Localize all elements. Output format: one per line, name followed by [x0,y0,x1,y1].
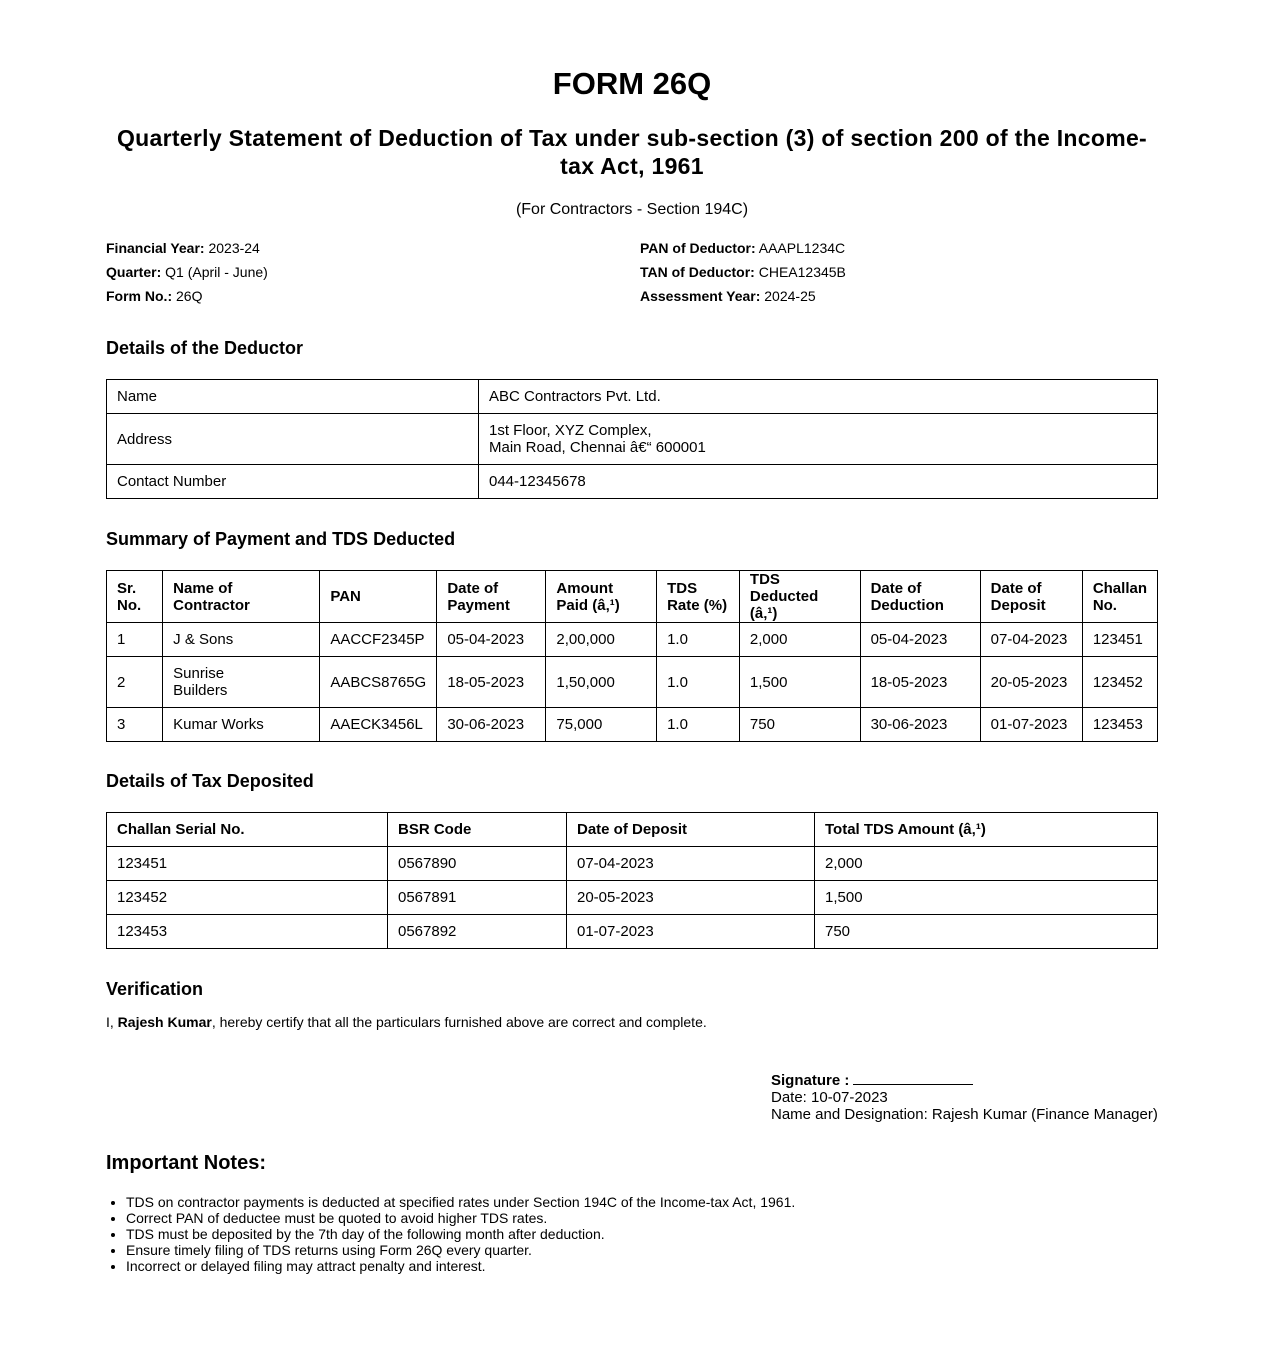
summary-col-header: Challan No. [1082,571,1157,623]
table-row: Name ABC Contractors Pvt. Ltd. [107,380,1158,414]
table-cell: 01-07-2023 [567,915,815,949]
table-cell: 2,000 [815,847,1158,881]
table-cell: 01-07-2023 [980,708,1082,742]
table-cell: 123451 [107,847,388,881]
pan-row: PAN of Deductor: AAAPL1234C [640,240,846,256]
form-no-value: 26Q [176,288,203,304]
financial-year-row: Financial Year: 2023-24 [106,240,260,256]
page-title: FORM 26Q [552,66,712,101]
table-cell: 750 [815,915,1158,949]
form-subtitle: Quarterly Statement of Deduction of Tax under sub-section (3) of section 200 of the Income-tax Act, 1961 [116,125,1148,179]
table-cell: 1.0 [657,708,740,742]
summary-col-header: Sr. No. [107,571,163,623]
list-item: • TDS must be deposited by the 7th day of the following month after deduction. [126,1226,795,1242]
table-cell: 123453 [1082,708,1157,742]
table-cell: 123453 [107,915,388,949]
meta-right [640,236,846,308]
assessment-year-row: Assessment Year: 2024-25 [640,288,816,304]
tan-value: CHEA12345B [758,264,846,280]
deposit-header-row [107,813,1158,847]
signature-row: Signature : [771,1070,1158,1089]
table-cell: 1,500 [815,881,1158,915]
table-cell: 05-04-2023 [860,623,980,657]
table-cell: 1 [107,623,163,657]
table-cell: 123452 [1082,657,1157,708]
form-no-row: Form No.: 26Q [106,288,203,304]
summary-header-row [107,571,1158,623]
deductor-contact: 044-12345678 [479,465,1158,499]
summary-col-header: TDS Rate (%) [657,571,740,623]
verification-statement: I, Rajesh Kumar, hereby certify that all the particulars furnished above are correct and complete. [106,1014,707,1030]
quarter-row: Quarter: Q1 (April - June) [106,264,268,280]
table-cell: 0567891 [388,881,567,915]
pan-value: AAAPL1234C [758,240,846,256]
table-cell: 3 [107,708,163,742]
deposit-heading: Details of Tax Deposited [106,771,314,791]
table-row [107,881,1158,915]
table-cell: 123451 [1082,623,1157,657]
table-cell: AAECK3456L [320,708,437,742]
summary-col-header: Date of Deduction [860,571,980,623]
summary-col-header: TDS Deducted (â‚¹) [739,571,860,623]
signatory-designation: Name and Designation: Rajesh Kumar (Finance Manager) [771,1106,1158,1123]
table-row: Address 1st Floor, XYZ Complex, Main Road, Chennai â€“ 600001 [107,414,1158,465]
table-cell: 1.0 [657,623,740,657]
assessment-year-value: 2024-25 [764,288,816,304]
verification-heading: Verification [106,979,204,999]
signature-block [771,1070,1158,1123]
table-cell: 75,000 [546,708,657,742]
table-row [107,847,1158,881]
tan-row: TAN of Deductor: CHEA12345B [640,264,846,280]
deposit-col-header: BSR Code [388,813,567,847]
table-cell: 750 [739,708,860,742]
deposit-col-header: Total TDS Amount (â‚¹) [815,813,1158,847]
summary-col-header: Name of Contractor [163,571,320,623]
table-row [107,623,1158,657]
table-cell: 1,500 [739,657,860,708]
table-cell: 07-04-2023 [980,623,1082,657]
deductor-heading: Details of the Deductor [106,338,304,358]
deposit-col-header: Date of Deposit [567,813,815,847]
deposit-col-header: Challan Serial No. [107,813,388,847]
table-cell: 2 [107,657,163,708]
table-cell: 123452 [107,881,388,915]
summary-table [106,570,1158,742]
deductor-address: 1st Floor, XYZ Complex, Main Road, Chennai â€“ 600001 [479,414,1158,465]
section-note: (For Contractors - Section 194C) [515,201,749,218]
table-cell: 30-06-2023 [860,708,980,742]
quarter-value: Q1 (April - June) [165,264,268,280]
table-cell: Sunrise Builders [163,657,320,708]
table-cell: Kumar Works [163,708,320,742]
notes-heading: Important Notes: [106,1152,266,1174]
summary-col-header: Date of Deposit [980,571,1082,623]
table-cell: 20-05-2023 [567,881,815,915]
table-cell: 20-05-2023 [980,657,1082,708]
list-item: • Ensure timely filing of TDS returns using Form 26Q every quarter. [126,1242,795,1258]
table-cell: 05-04-2023 [437,623,546,657]
deductor-table [106,379,1158,499]
meta-left [106,236,268,308]
table-cell: 18-05-2023 [437,657,546,708]
table-cell: 07-04-2023 [567,847,815,881]
deposit-table [106,812,1158,949]
signature-date: Date: 10-07-2023 [771,1089,888,1106]
table-row [107,915,1158,949]
table-row [107,657,1158,708]
table-row [107,708,1158,742]
list-item: • Incorrect or delayed filing may attract penalty and interest. [126,1258,795,1274]
table-cell: J & Sons [163,623,320,657]
table-cell: 1,50,000 [546,657,657,708]
verifier-name: Rajesh Kumar [117,1014,212,1030]
table-cell: 0567890 [388,847,567,881]
table-cell: 18-05-2023 [860,657,980,708]
signature-line [853,1070,973,1085]
notes-list [106,1194,795,1274]
table-cell: AACCF2345P [320,623,437,657]
deductor-name: ABC Contractors Pvt. Ltd. [479,380,1158,414]
summary-col-header: Amount Paid (â‚¹) [546,571,657,623]
financial-year-value: 2023-24 [208,240,260,256]
table-row: Contact Number 044-12345678 [107,465,1158,499]
list-item: • Correct PAN of deductee must be quoted to avoid higher TDS rates. [126,1210,795,1226]
summary-col-header: PAN [320,571,437,623]
table-cell: 2,000 [739,623,860,657]
summary-col-header: Date of Payment [437,571,546,623]
table-cell: 2,00,000 [546,623,657,657]
table-cell: AABCS8765G [320,657,437,708]
table-cell: 1.0 [657,657,740,708]
table-cell: 0567892 [388,915,567,949]
list-item: • TDS on contractor payments is deducted at specified rates under Section 194C of the Income-tax Act, 1961. [126,1194,795,1210]
table-cell: 30-06-2023 [437,708,546,742]
summary-heading: Summary of Payment and TDS Deducted [106,529,456,549]
